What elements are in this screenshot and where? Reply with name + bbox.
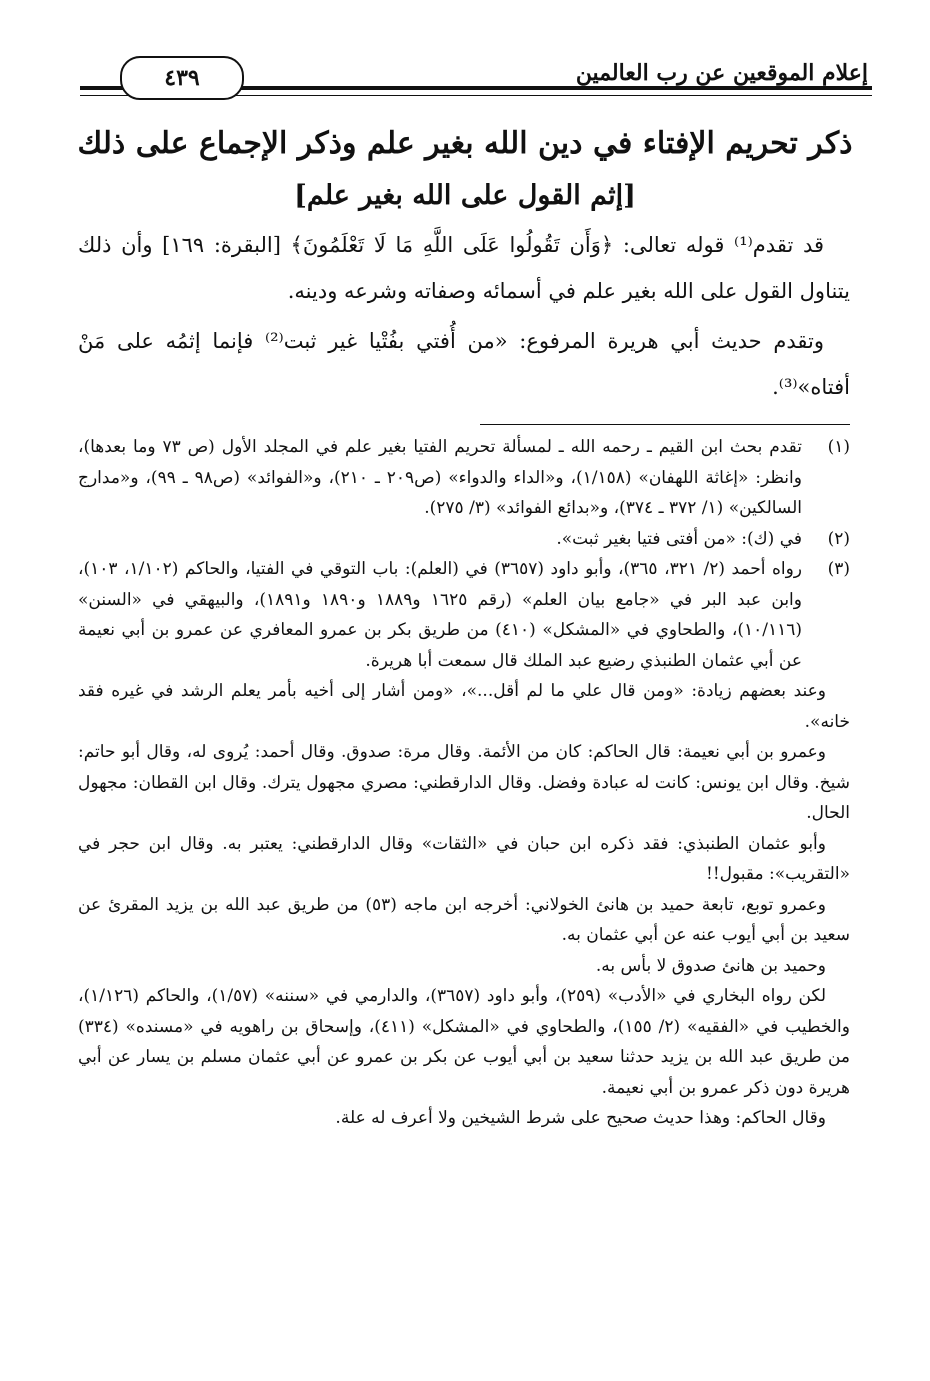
footnote-paragraph: وحميد بن هانئ صدوق لا بأس به. [595,955,826,976]
page-header [80,50,872,106]
footnote-2 [78,524,850,555]
footnote-number: (٣) [827,559,850,579]
footnote-paragraph: وقال الحاكم: وهذا حديث صحيح على شرط الشيخين ولا أعرف له علة. [335,1108,826,1128]
footnote-paragraph: وعند بعضهم زيادة: «ومن قال علي ما لم أقل...»، «ومن أشار إلى أخيه بأمر يعلم الرشد في غيره فقد خانه». [78,681,850,732]
running-title: إعلام الموقعين عن رب العالمين [575,60,868,86]
footnote-paragraph: وأبو عثمان الطنبذي: فقد ذكره ابن حبان في «الثقات» وقال الدارقطني: يعتبر به. وقال ابن حجر في «التقريب»: مقبول!! [78,833,850,884]
footnote-paragraph: وعمرو توبع، تابعة حميد بن هانئ الخولاني: أخرجه ابن ماجه (٥٣) من طريق عبد الله بن يزيد المقرئ عن سعيد بن أبي أيوب عنه عن أبي عثمان به. [78,894,850,945]
footnote-1 [78,432,850,524]
footnote-paragraph: وعمرو بن أبي نعيمة: قال الحاكم: كان من الأئمة. وقال مرة: صدوق. وقال أحمد: يُروى له، وقال أبو حاتم: شيخ. وقال ابن يونس: كانت له عبادة وفضل. وقال الدارقطني: مصري مجهول يترك. وقال ابن القطان: مجهول الحال. [78,742,850,823]
footnote-paragraph: لكن رواه البخاري في «الأدب» (٢٥٩)، وأبو داود (٣٦٥٧)، والدارمي في «سننه» (١/٥٧)، والحاكم (١/١٢٦)، والخطيب في «الفقيه» (٢/ ١٥٥)، والطحاوي في «المشكل» (٤١١)، وإسحاق بن راهويه في «مسنده» (٣٣٤) من طريق عبد الله بن يزيد حدثنا سعيد بن أبي أيوب عن بكر بن عمرو عن أبي عثمان مسلم بن يسار عن أبي هريرة دون ذكر عمرو بن أبي نعيمة. [78,986,850,1098]
footnotes [78,432,850,1134]
footnote-3 [78,554,850,676]
footnote-text: تقدم بحث ابن القيم ـ رحمه الله ـ لمسألة تحريم الفتيا بغير علم في المجلد الأول (ص ٧٣ وما بعدها)، وانظر: «إغاثة اللهفان» (١/١٥٨)، و«الداء والدواء» (ص٢٠٩ ـ ٢١٠)، و«الفوائد» (ص٩٨ ـ ٩٩)، و«مدارج السالكين» (١/ ٣٧٢ ـ ٣٧٤)، و«بدائع الفوائد» (٣/ ٢٧٥). [78,437,802,518]
footnote-text: رواه أحمد (٢/ ٣٢١، ٣٦٥)، وأبو داود (٣٦٥٧) في (العلم): باب التوقي في الفتيا، والحاكم (١/١٠٢، ١٠٣)، وابن عبد البر في «جامع بيان العلم» (رقم ١٦٢٥ و١٨٨٩ و١٨٩٠ و١٨٩١)، والبيهقي في «السنن» (١٠/١١٦)، والطحاوي في «المشكل» (٤١٠) من طريق بكر بن عمرو المعافري عن عمرو بن أبي نعيمة عن أبي عثمان الطنبذي رضيع عبد الملك قال سمعت أبا هريرة. [78,559,803,671]
sub-title: [إثم القول على الله بغير علم] [294,180,636,211]
footnote-text: في (ك): «من أفتى فتيا بغير ثبت». [556,528,802,549]
footnote-divider [480,424,850,425]
footnote-number: (١) [827,437,850,457]
main-title: ذكر تحريم الإفتاء في دين الله بغير علم وذكر الإجماع على ذلك [77,126,853,161]
body-text [78,222,850,410]
body-paragraph-1: قد تقدم⁽¹⁾ قوله تعالى: ﴿وَأَن تَقُولُوا عَلَى اللَّهِ مَا لَا تَعْلَمُونَ﴾ [البقرة: ١٦٩] وأن ذلك يتناول القول على الله بغير علم في أسمائه وصفاته وشرعه ودينه. [78,233,850,303]
footnote-3-continuation [78,676,850,1134]
body-paragraph-2: وتقدم حديث أبي هريرة المرفوع: «من أُفتي بفُتْيا غير ثبت⁽²⁾ فإنما إثمُه على مَنْ أفتاه»⁽³⁾. [78,329,850,399]
page-number-badge: ٤٣٩ [120,56,244,100]
footnote-number: (٢) [827,528,850,549]
